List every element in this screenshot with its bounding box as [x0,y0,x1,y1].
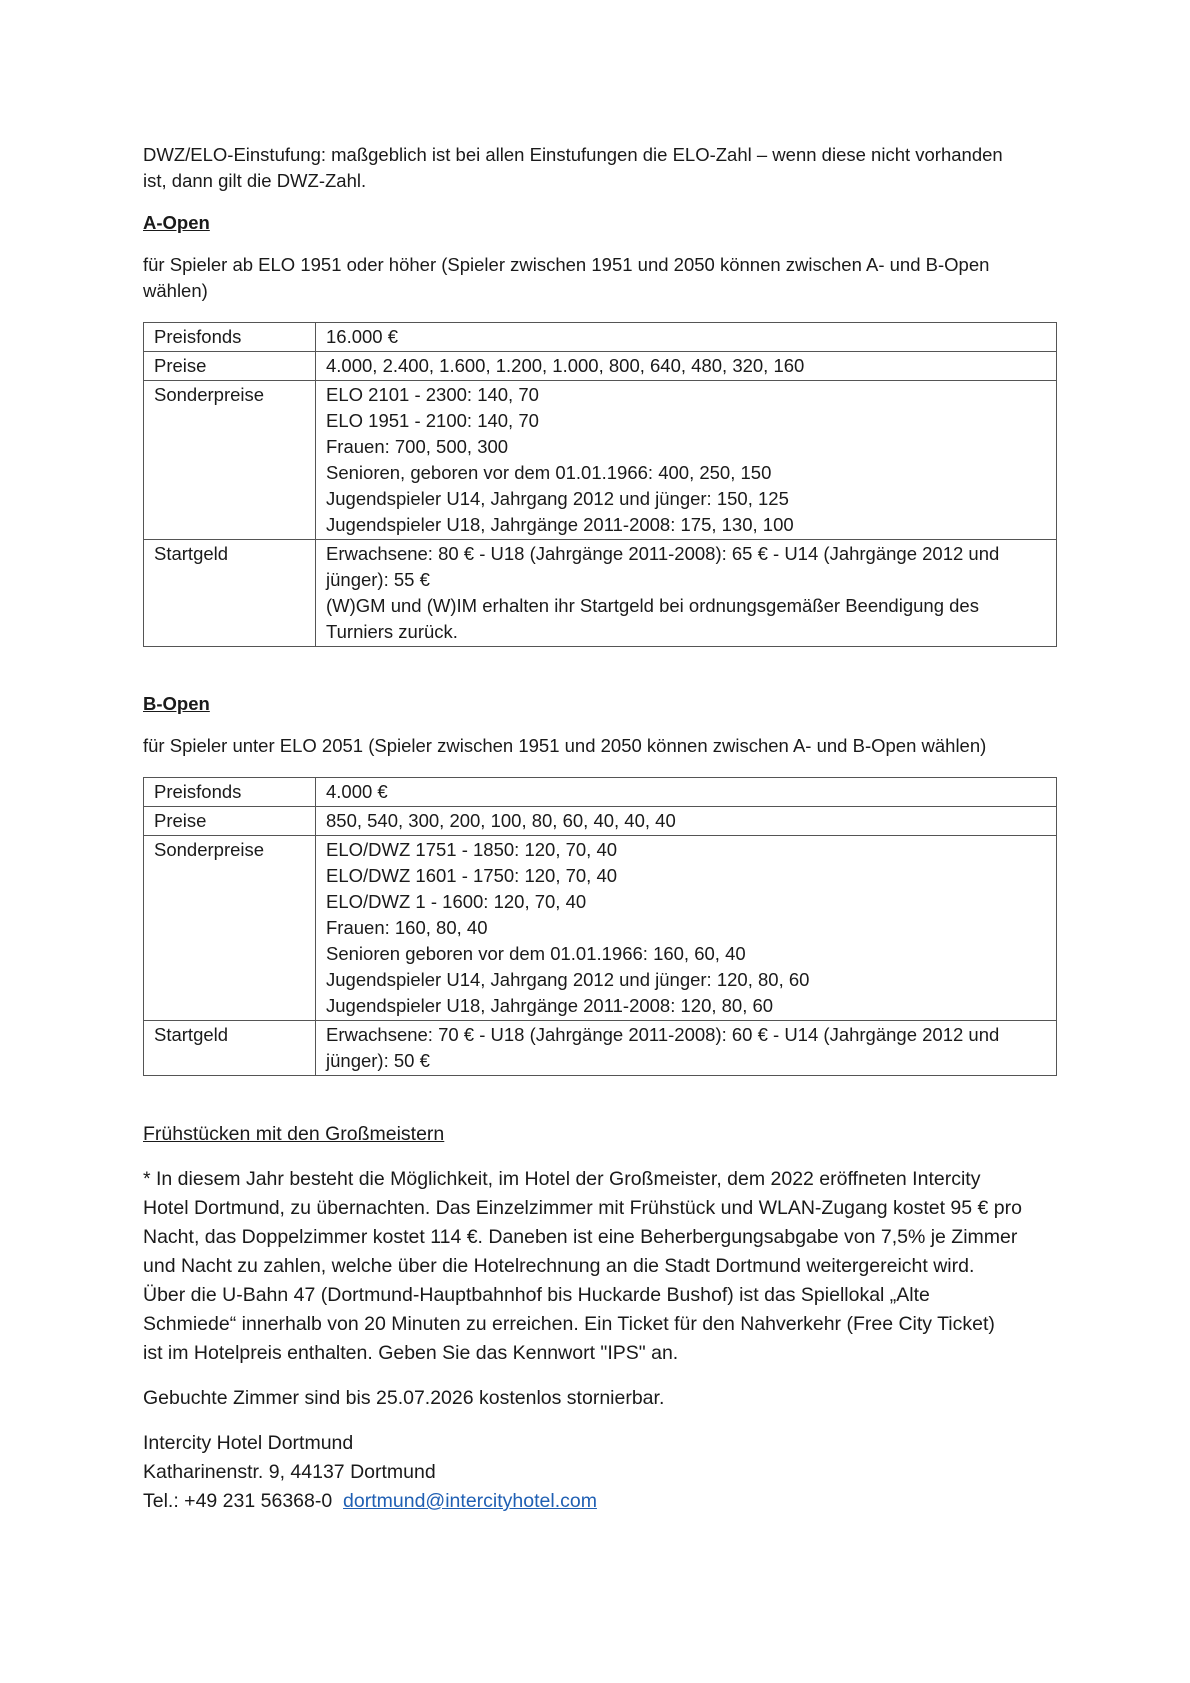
paragraph-line: und Nacht zu zahlen, welche über die Hotelrechnung an die Stadt Dortmund weitergereicht wird. [143,1255,975,1277]
a-open-description [143,252,1063,304]
hotel-address: Katharinenstr. 9, 44137 Dortmund [143,1461,436,1483]
hotel-phone: Tel.: +49 231 56368-0 [143,1490,333,1512]
paragraph-line: Nacht, das Doppelzimmer kostet 114 €. Daneben ist eine Beherbergungsabgabe von 7,5% je Zimmer [143,1226,1018,1248]
intro-paragraph [143,142,1063,194]
row-value: 850, 540, 300, 200, 100, 80, 60, 40, 40, 40 [316,807,1057,836]
paragraph-line: * In diesem Jahr besteht die Möglichkeit, im Hotel der Großmeister, dem 2022 eröffneten Intercity [143,1168,981,1190]
table-row [144,381,1057,540]
row-value: 4.000 € [316,778,1057,807]
hotel-phone-line [143,1487,1063,1516]
row-value [316,1021,1057,1076]
hotel-email-link[interactable]: dortmund@intercityhotel.com [343,1490,597,1512]
desc-line: für Spieler ab ELO 1951 oder höher (Spieler zwischen 1951 und 2050 können zwischen A- und B-Open [143,254,990,275]
row-label: Sonderpreise [144,381,316,540]
value-line: jünger): 55 € [326,569,430,590]
row-value [316,381,1057,540]
table-row [144,540,1057,647]
document-page [143,142,1063,1516]
paragraph-line: Schmiede“ innerhalb von 20 Minuten zu erreichen. Ein Ticket für den Nahverkehr (Free City Ticket) [143,1313,995,1335]
row-value [316,540,1057,647]
b-open-description [143,733,1063,759]
value-line: Turniers zurück. [326,621,458,642]
a-open-table [143,322,1057,647]
desc-line: für Spieler unter ELO 2051 (Spieler zwischen 1951 und 2050 können zwischen A- und B-Open wählen) [143,735,987,756]
row-value: 4.000, 2.400, 1.600, 1.200, 1.000, 800, 640, 480, 320, 160 [316,352,1057,381]
row-label: Preisfonds [144,323,316,352]
value-line: ELO/DWZ 1601 - 1750: 120, 70, 40 [326,865,618,886]
table-row [144,323,1057,352]
row-label: Startgeld [144,1021,316,1076]
value-line: ELO 1951 - 2100: 140, 70 [326,410,539,431]
paragraph-line: Hotel Dortmund, zu übernachten. Das Einzelzimmer mit Frühstück und WLAN-Zugang kostet 95 € pro [143,1197,1022,1219]
b-open-table [143,777,1057,1076]
row-label: Preise [144,807,316,836]
hotel-paragraph [143,1165,1063,1368]
paragraph-line: ist im Hotelpreis enthalten. Geben Sie das Kennwort "IPS" an. [143,1342,679,1364]
hotel-heading: Frühstücken mit den Großmeistern [143,1123,445,1145]
value-line: jünger): 50 € [326,1050,430,1071]
value-line: (W)GM und (W)IM erhalten ihr Startgeld bei ordnungsgemäßer Beendigung des [326,595,979,616]
value-line: Jugendspieler U18, Jahrgänge 2011-2008: 175, 130, 100 [326,514,794,535]
value-line: Frauen: 700, 500, 300 [326,436,509,457]
value-line: Senioren, geboren vor dem 01.01.1966: 400, 250, 150 [326,462,772,483]
value-line: Jugendspieler U18, Jahrgänge 2011-2008: 120, 80, 60 [326,995,774,1016]
cancellation-note: Gebuchte Zimmer sind bis 25.07.2026 kostenlos stornierbar. [143,1387,665,1409]
paragraph-line: Über die U-Bahn 47 (Dortmund-Hauptbahnhof bis Huckarde Bushof) ist das Spiellokal „Alte [143,1284,930,1306]
value-line: ELO/DWZ 1 - 1600: 120, 70, 40 [326,891,587,912]
value-line: ELO 2101 - 2300: 140, 70 [326,384,539,405]
table-row [144,352,1057,381]
hotel-section [143,1120,1063,1516]
value-line: Senioren geboren vor dem 01.01.1966: 160, 60, 40 [326,943,746,964]
table-row [144,807,1057,836]
row-value: 16.000 € [316,323,1057,352]
row-label: Preise [144,352,316,381]
desc-line: wählen) [143,280,208,301]
row-label: Preisfonds [144,778,316,807]
b-open-heading: B-Open [143,693,210,714]
table-row [144,836,1057,1021]
value-line: ELO/DWZ 1751 - 1850: 120, 70, 40 [326,839,618,860]
row-value [316,836,1057,1021]
value-line: Jugendspieler U14, Jahrgang 2012 und jünger: 150, 125 [326,488,789,509]
row-label: Startgeld [144,540,316,647]
value-line: Jugendspieler U14, Jahrgang 2012 und jünger: 120, 80, 60 [326,969,810,990]
value-line: Erwachsene: 70 € - U18 (Jahrgänge 2011-2008): 60 € - U14 (Jahrgänge 2012 und [326,1024,1000,1045]
table-row [144,778,1057,807]
value-line: Frauen: 160, 80, 40 [326,917,488,938]
intro-line: DWZ/ELO-Einstufung: maßgeblich ist bei allen Einstufungen die ELO-Zahl – wenn diese nicht vorhanden [143,144,1003,165]
row-label: Sonderpreise [144,836,316,1021]
hotel-name: Intercity Hotel Dortmund [143,1432,354,1454]
table-row [144,1021,1057,1076]
a-open-heading: A-Open [143,212,210,233]
intro-line: ist, dann gilt die DWZ-Zahl. [143,170,367,191]
hotel-contact [143,1429,1063,1516]
value-line: Erwachsene: 80 € - U18 (Jahrgänge 2011-2008): 65 € - U14 (Jahrgänge 2012 und [326,543,1000,564]
